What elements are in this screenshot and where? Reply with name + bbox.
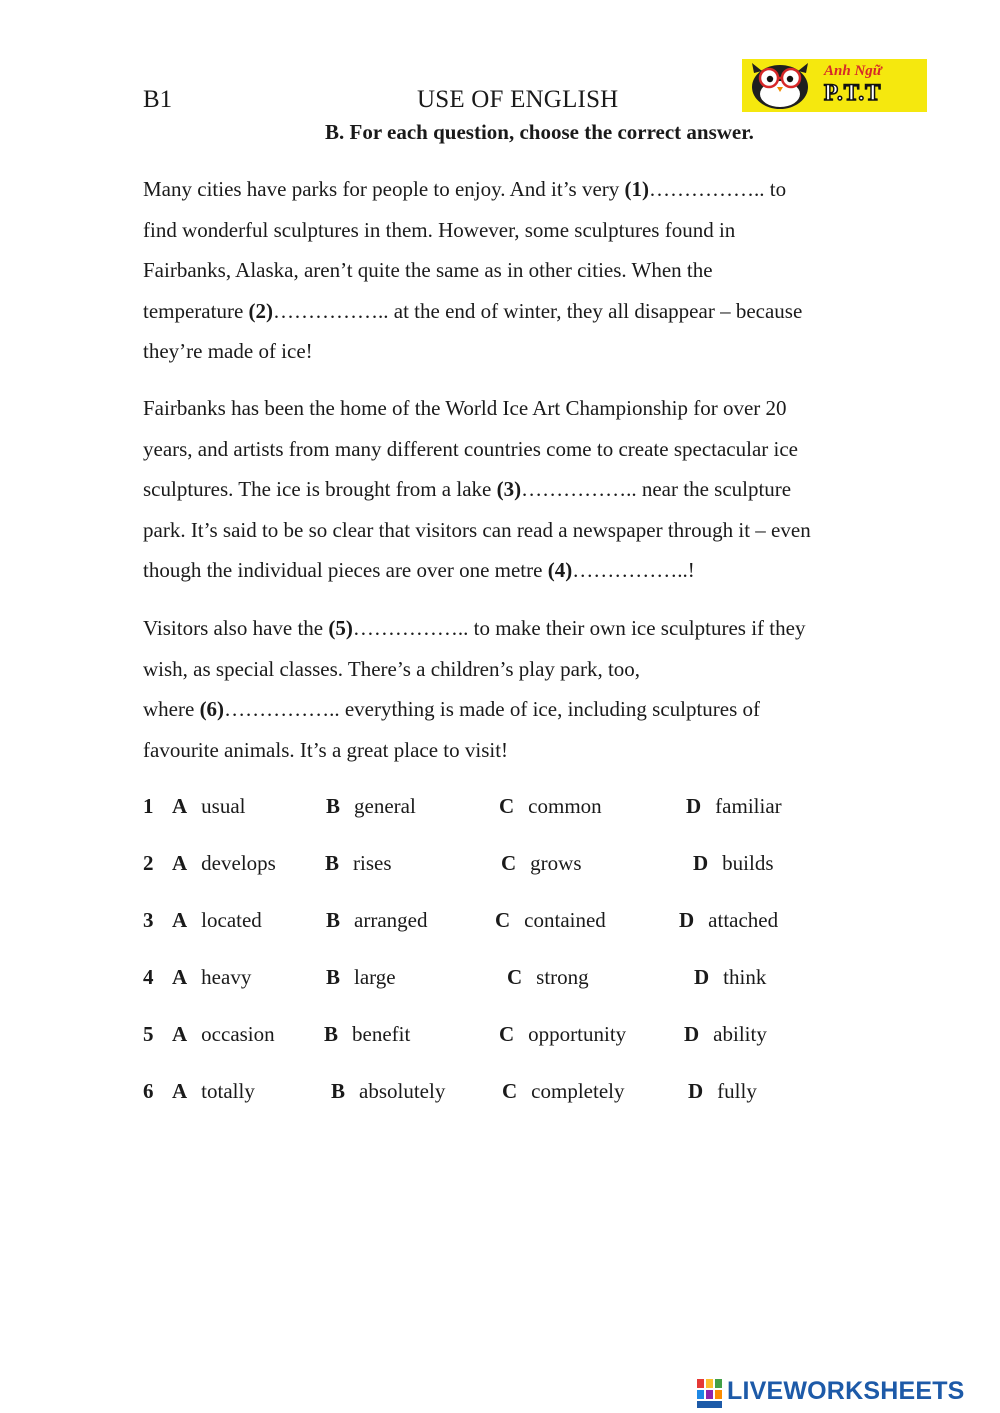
option-text: contained [524,908,606,932]
option-a[interactable] [172,1022,275,1047]
passage-line [143,291,903,332]
option-text: ability [713,1022,767,1046]
passage-paragraph-1 [143,169,903,372]
passage-line: Fairbanks has been the home of the World Ice Art Championship for over 20 [143,396,787,420]
option-a[interactable] [172,851,276,876]
option-c[interactable] [495,908,606,933]
option-text: general [354,794,416,818]
option-d[interactable] [693,851,774,876]
passage-paragraph-2 [143,388,903,591]
option-d[interactable] [694,965,766,990]
passage-line [143,469,903,510]
passage-line [143,608,903,649]
option-text: attached [708,908,779,932]
option-b[interactable] [324,1022,410,1047]
option-letter: B [326,908,341,932]
gap-number-5: (5) [328,616,353,640]
option-c[interactable] [501,851,582,876]
gap-number-2: (2) [248,298,274,323]
option-letter: D [694,965,710,989]
option-letter: A [172,965,188,989]
option-d[interactable] [684,1022,767,1047]
option-letter: C [499,794,515,818]
option-b[interactable] [325,851,392,876]
option-letter: C [507,965,523,989]
option-text: located [201,908,262,932]
option-letter: B [326,794,341,818]
option-letter: D [684,1022,700,1046]
option-letter: A [172,794,188,818]
option-c[interactable] [507,965,589,990]
option-text: absolutely [359,1079,446,1103]
liveworksheets-logo [697,1376,993,1412]
liveworksheets-text: LIVEWORKSHEETS [727,1377,965,1405]
question-row-2 [143,851,903,881]
question-number: 1 [143,794,154,818]
option-text: fully [717,1079,757,1103]
option-text: large [354,965,396,989]
question-row-4 [143,965,903,995]
question-number: 3 [143,908,154,932]
passage-line [143,169,903,210]
option-text: occasion [201,1022,275,1046]
line-text: Many cities have parks for people to enjoy. And it’s very [143,177,625,201]
option-text: rises [353,851,392,875]
question-row-1 [143,794,903,824]
option-c[interactable] [499,794,602,819]
gap-number-6: (6) [199,697,225,721]
option-d[interactable] [679,908,778,933]
question-row-5 [143,1022,903,1052]
option-text: develops [201,851,276,875]
question-row-6 [143,1079,903,1109]
option-letter: D [688,1079,704,1103]
passage-line: wish, as special classes. There’s a children’s play park, too, [143,656,641,681]
option-letter: B [326,965,341,989]
line-text: temperature [143,298,249,323]
option-b[interactable] [326,908,427,933]
option-a[interactable] [172,965,251,990]
option-d[interactable] [688,1079,757,1104]
option-text: benefit [352,1022,411,1046]
option-text: common [528,794,602,818]
page-title: USE OF ENGLISH [417,86,619,113]
question-number: 6 [143,1079,154,1103]
passage-line [143,689,903,730]
option-d[interactable] [686,794,782,819]
level-label: B1 [143,86,173,113]
question-number: 4 [143,965,154,989]
option-letter: B [324,1022,339,1046]
instruction-text: B. For each question, choose the correct answer. [325,120,754,144]
gap-number-1: (1) [624,177,650,201]
option-letter: D [686,794,702,818]
option-c[interactable] [499,1022,626,1047]
option-a[interactable] [172,908,262,933]
school-logo [742,59,927,112]
option-text: completely [531,1079,625,1103]
option-a[interactable] [172,1079,255,1104]
option-text: grows [530,851,582,875]
option-letter: C [495,908,511,932]
option-c[interactable] [502,1079,624,1104]
gap-number-3: (3) [496,477,522,501]
option-b[interactable] [326,794,416,819]
option-letter: B [331,1079,346,1103]
option-letter: C [501,851,517,875]
option-text: opportunity [528,1022,627,1046]
line-text: sculptures. The ice is brought from a lake [143,477,497,501]
option-letter: D [693,851,709,875]
gap-blank-1: …………….. to [649,177,787,201]
question-number: 2 [143,851,154,875]
passage-paragraph-3 [143,608,903,770]
option-letter: A [172,908,188,932]
option-letter: C [499,1022,515,1046]
option-letter: A [172,851,188,875]
passage-line: park. It’s said to be so clear that visitors can read a newspaper through it – even [143,517,811,542]
gap-blank-3: …………….. near the sculpture [521,477,792,501]
logo-brand-text: Anh Ngữ [824,63,882,79]
owl-icon [742,59,822,112]
passage-line: favourite animals. It’s a great place to visit! [143,737,509,762]
gap-number-4: (4) [547,558,573,582]
option-b[interactable] [326,965,396,990]
option-letter: B [325,851,340,875]
passage-line: Fairbanks, Alaska, aren’t quite the same as in other cities. When the [143,258,713,282]
option-text: builds [722,851,774,875]
option-letter: A [172,1079,188,1103]
option-text: think [723,965,767,989]
question-number: 5 [143,1022,154,1046]
question-row-3 [143,908,903,938]
gap-blank-5: …………….. to make their own ice sculptures if they [352,616,806,640]
option-text: arranged [354,908,428,932]
option-text: totally [201,1079,255,1103]
gap-blank-2: …………….. at the end of winter, they all disappear – because [273,298,803,323]
option-a[interactable] [172,794,246,819]
line-text: though the individual pieces are over one metre [143,558,548,582]
option-b[interactable] [331,1079,445,1104]
option-text: familiar [715,794,782,818]
passage-line [143,550,903,591]
passage-line: years, and artists from many different countries come to create spectacular ice [143,436,798,461]
line-text: Visitors also have the [143,616,329,640]
gap-blank-4: ……………..! [572,558,695,582]
gap-blank-6: …………….. everything is made of ice, including sculptures of [224,697,761,721]
option-letter: D [679,908,695,932]
logo-code-text: P.T.T [824,80,882,105]
option-letter: C [502,1079,518,1103]
liveworksheets-icon [697,1379,723,1409]
option-text: usual [201,794,246,818]
passage-line: they’re made of ice! [143,339,313,363]
option-letter: A [172,1022,188,1046]
passage-line: find wonderful sculptures in them. However, some sculptures found in [143,217,736,242]
line-text: where [143,697,200,721]
option-text: strong [536,965,589,989]
option-text: heavy [201,965,252,989]
